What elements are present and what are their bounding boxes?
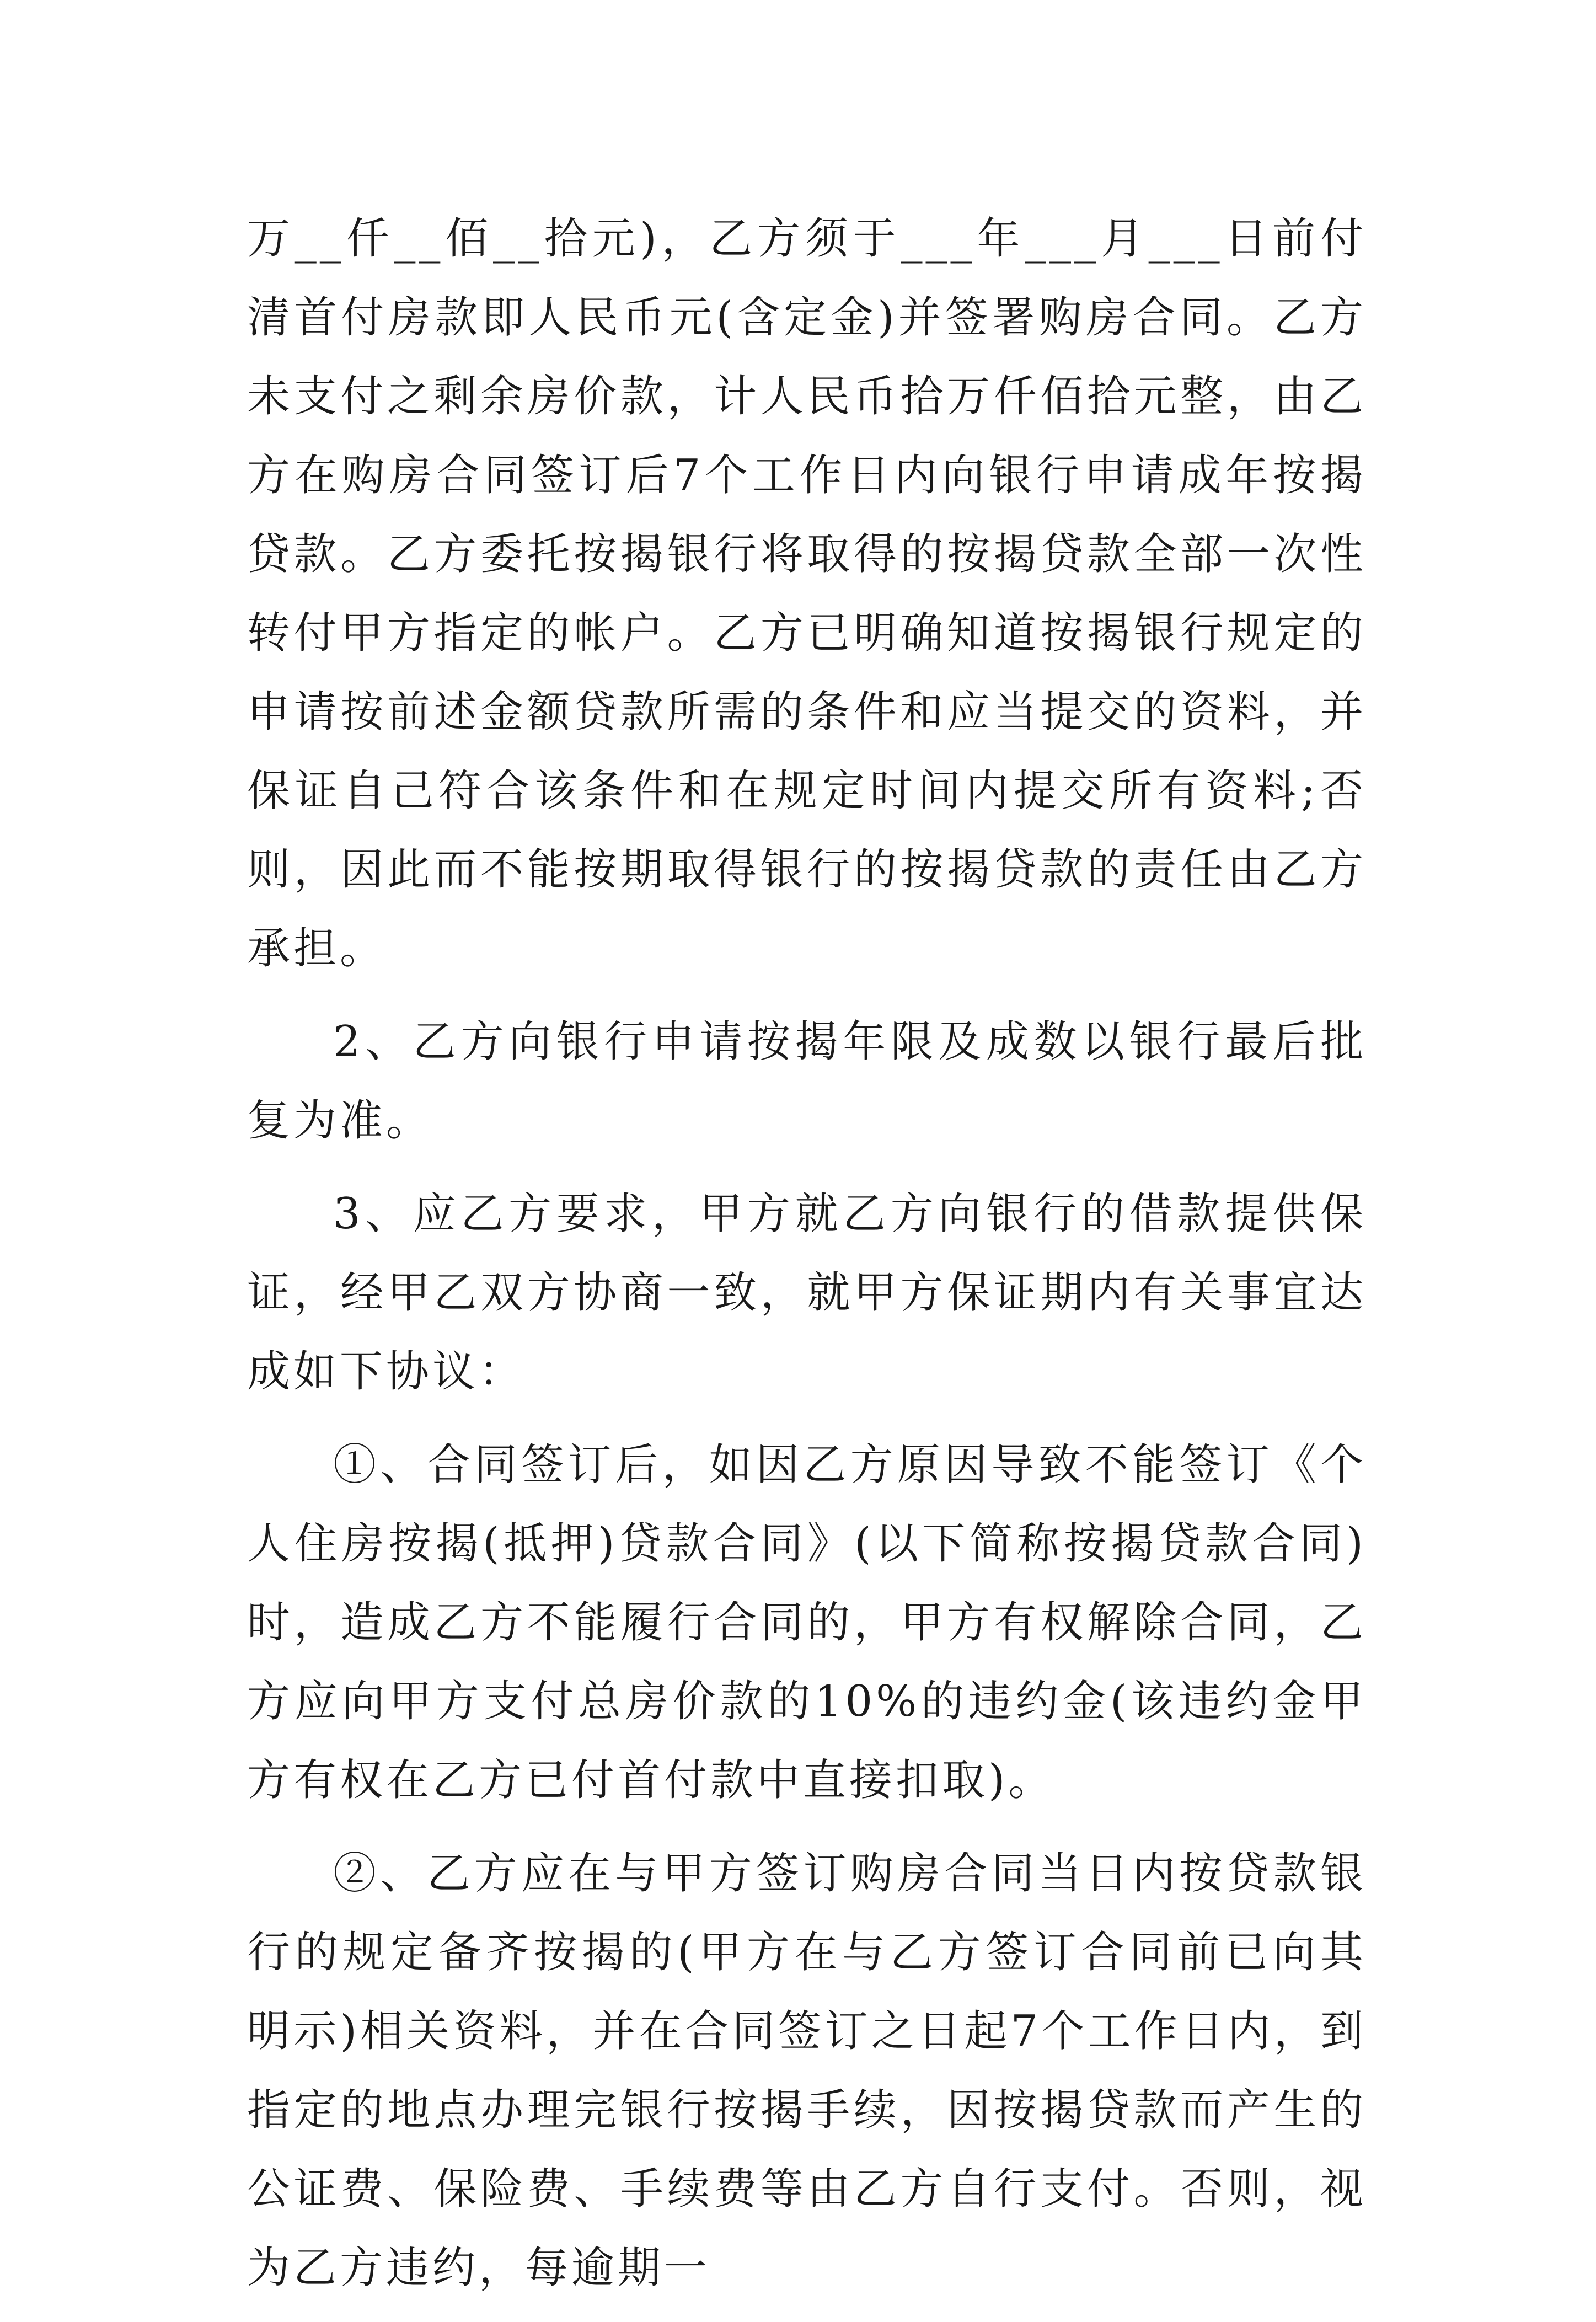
paragraph-clause-2: 2、乙方向银行申请按揭年限及成数以银行最后批复为准。 [247, 1017, 1367, 1146]
document-body [247, 200, 1367, 2322]
paragraph-item-2: ②、乙方应在与甲方签订购房合同当日内按贷款银行的规定备齐按揭的(甲方在与乙方签订合同前已向其明示)相关资料，并在合同签订之日起7个工作日内，到指定的地点办理完银行按揭手续，因按揭贷款而产生的公证费、保险费、手续费等由乙方自行支付。否则，视为乙方违约，每逾期一 [247, 1849, 1367, 2293]
paragraph-clause-3: 3、应乙方要求，甲方就乙方向银行的借款提供保证，经甲乙双方协商一致，就甲方保证期内有关事宜达成如下协议： [247, 1189, 1367, 1397]
paragraph-down-payment: 万__仟__佰__拾元)，乙方须于___年___月___日前付清首付房款即人民币元(含定金)并签署购房合同。乙方未支付之剩余房价款，计人民币拾万仟佰拾元整，由乙方在购房合同签订后7个工作日内向银行申请成年按揭贷款。乙方委托按揭银行将取得的按揭贷款全部一次性转付甲方指定的帐户。乙方已明确知道按揭银行规定的申请按前述金额贷款所需的条件和应当提交的资料，并保证自己符合该条件和在规定时间内提交所有资料;否则，因此而不能按期取得银行的按揭贷款的责任由乙方承担。 [247, 214, 1367, 973]
paragraph-item-1: ①、合同签订后，如因乙方原因导致不能签订《个人住房按揭(抵押)贷款合同》(以下简称按揭贷款合同)时，造成乙方不能履行合同的，甲方有权解除合同，乙方应向甲方支付总房价款的10%的违约金(该违约金甲方有权在乙方已付首付款中直接扣取)。 [247, 1440, 1367, 1805]
